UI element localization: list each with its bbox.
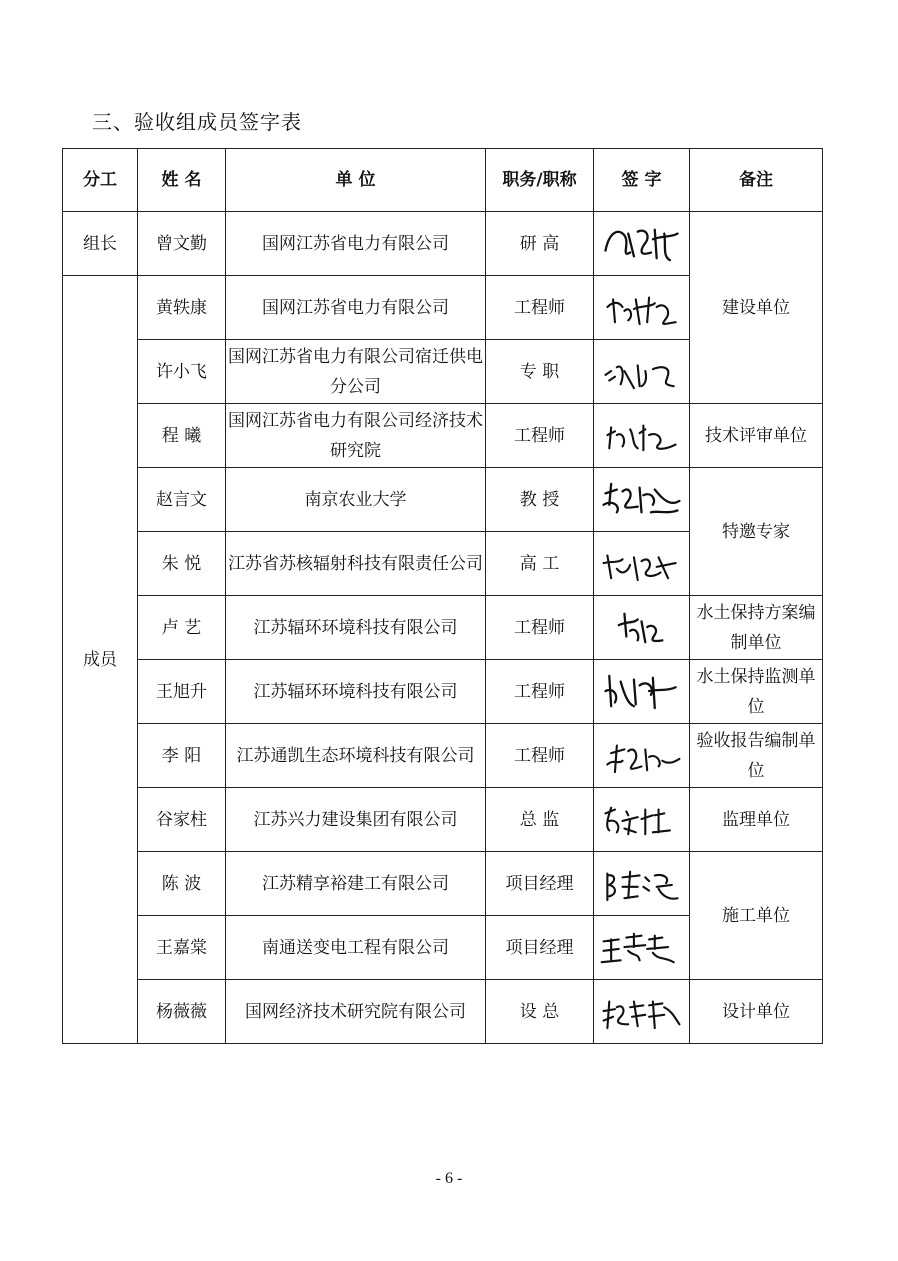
member-position: 工程师 [486, 404, 594, 468]
handwritten-signature [596, 853, 687, 915]
member-name: 朱 悦 [138, 532, 226, 596]
member-name: 陈 波 [138, 852, 226, 916]
member-position: 项目经理 [486, 852, 594, 916]
handwritten-signature [596, 725, 687, 787]
member-position: 工程师 [486, 724, 594, 788]
remark-swc-plan: 水土保持方案编制单位 [690, 596, 823, 660]
header-signature: 签 字 [594, 149, 690, 212]
member-name: 黄轶康 [138, 276, 226, 340]
signature-cell [594, 660, 690, 724]
member-unit: 国网江苏省电力有限公司宿迁供电分公司 [226, 340, 486, 404]
signature-cell [594, 276, 690, 340]
member-unit: 江苏辐环环境科技有限公司 [226, 596, 486, 660]
signature-cell [594, 596, 690, 660]
member-position: 研 高 [486, 212, 594, 276]
member-position: 设 总 [486, 980, 594, 1044]
handwritten-signature [596, 341, 687, 403]
member-name: 程 曦 [138, 404, 226, 468]
signature-cell [594, 212, 690, 276]
table-row [63, 212, 823, 276]
member-name: 李 阳 [138, 724, 226, 788]
signature-table [62, 148, 823, 1044]
signature-cell [594, 468, 690, 532]
role-member: 成员 [63, 276, 138, 1044]
handwritten-signature [596, 789, 687, 851]
member-unit: 国网经济技术研究院有限公司 [226, 980, 486, 1044]
member-unit: 江苏省苏核辐射科技有限责任公司 [226, 532, 486, 596]
role-leader: 组长 [63, 212, 138, 276]
header-role: 分工 [63, 149, 138, 212]
signature-cell [594, 724, 690, 788]
signature-cell [594, 340, 690, 404]
remark-design: 设计单位 [690, 980, 823, 1044]
member-name: 谷家柱 [138, 788, 226, 852]
member-position: 项目经理 [486, 916, 594, 980]
signature-cell [594, 916, 690, 980]
signature-cell [594, 852, 690, 916]
remark-construction-owner: 建设单位 [690, 212, 823, 404]
member-name: 卢 艺 [138, 596, 226, 660]
member-unit: 江苏辐环环境科技有限公司 [226, 660, 486, 724]
handwritten-signature [596, 213, 687, 275]
handwritten-signature [596, 405, 687, 467]
remark-invited-expert: 特邀专家 [690, 468, 823, 596]
remark-acceptance-report: 验收报告编制单位 [690, 724, 823, 788]
member-name: 王嘉棠 [138, 916, 226, 980]
table-row [63, 980, 823, 1044]
remark-supervision: 监理单位 [690, 788, 823, 852]
table-row [63, 852, 823, 916]
member-unit: 南京农业大学 [226, 468, 486, 532]
table-row [63, 468, 823, 532]
page-number: - 6 - [435, 1170, 463, 1187]
member-unit: 南通送变电工程有限公司 [226, 916, 486, 980]
table-row [63, 724, 823, 788]
handwritten-signature [596, 917, 687, 979]
member-unit: 江苏通凯生态环境科技有限公司 [226, 724, 486, 788]
table-row [63, 788, 823, 852]
member-unit: 国网江苏省电力有限公司 [226, 212, 486, 276]
handwritten-signature [596, 981, 687, 1043]
table-header-row [63, 149, 823, 212]
header-unit: 单 位 [226, 149, 486, 212]
handwritten-signature [596, 533, 687, 595]
signature-cell [594, 404, 690, 468]
member-position: 教 授 [486, 468, 594, 532]
member-position: 工程师 [486, 276, 594, 340]
member-name: 杨薇薇 [138, 980, 226, 1044]
signature-cell [594, 980, 690, 1044]
remark-swc-monitor: 水土保持监测单位 [690, 660, 823, 724]
member-unit: 江苏精享裕建工有限公司 [226, 852, 486, 916]
member-name: 许小飞 [138, 340, 226, 404]
handwritten-signature [596, 469, 687, 531]
remark-construction: 施工单位 [690, 852, 823, 980]
table-row [63, 596, 823, 660]
member-position: 工程师 [486, 596, 594, 660]
signature-cell [594, 788, 690, 852]
member-position: 高 工 [486, 532, 594, 596]
member-name: 赵言文 [138, 468, 226, 532]
member-position: 工程师 [486, 660, 594, 724]
handwritten-signature [596, 277, 687, 339]
header-remark: 备注 [690, 149, 823, 212]
member-unit: 国网江苏省电力有限公司经济技术研究院 [226, 404, 486, 468]
signature-cell [594, 532, 690, 596]
member-name: 曾文勤 [138, 212, 226, 276]
member-position: 专 职 [486, 340, 594, 404]
member-unit: 国网江苏省电力有限公司 [226, 276, 486, 340]
handwritten-signature [596, 661, 687, 723]
handwritten-signature [596, 597, 687, 659]
header-position: 职务/职称 [486, 149, 594, 212]
remark-tech-review: 技术评审单位 [690, 404, 823, 468]
member-unit: 江苏兴力建设集团有限公司 [226, 788, 486, 852]
member-position: 总 监 [486, 788, 594, 852]
header-name: 姓 名 [138, 149, 226, 212]
table-row [63, 404, 823, 468]
section-title: 三、验收组成员签字表 [92, 110, 302, 134]
table-row [63, 660, 823, 724]
member-name: 王旭升 [138, 660, 226, 724]
